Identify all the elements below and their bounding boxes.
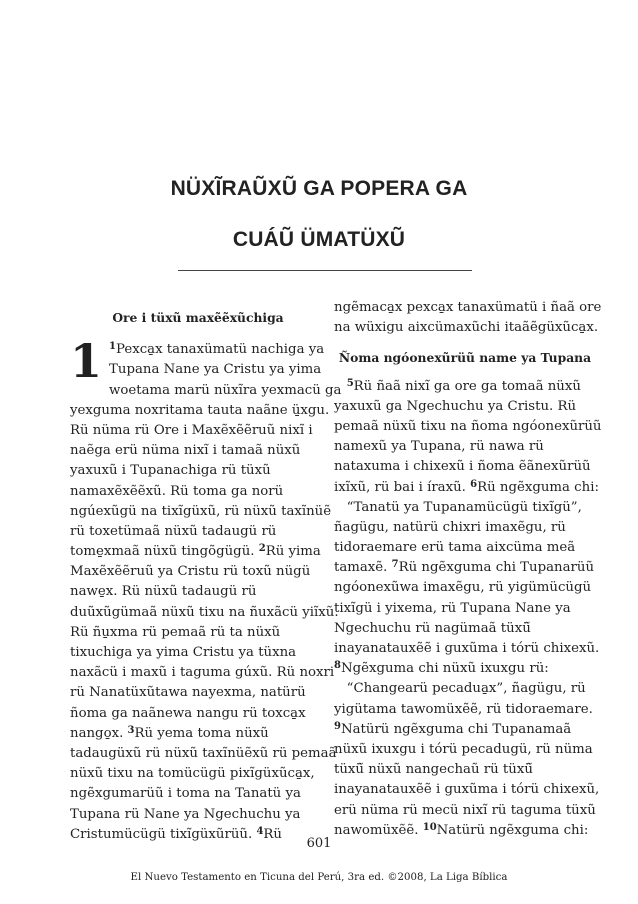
title-divider (178, 270, 472, 271)
left-line-19: tadaugüxũ rü nüxũ taxĩnüẽxũ rü pemaã (70, 745, 337, 761)
left-line-11: nawe̱x. Rü nüxũ tadaugü rü (70, 584, 257, 600)
right-line-8: ñagügu, natürü chixri imaxẽgu, rü (334, 519, 566, 535)
left-line-16: rü Nanatüxũtawa nayexma, natürü (70, 685, 306, 701)
section-heading-left: Ore i tüxũ maxẽẽxũchiga (112, 310, 284, 325)
left-line-21: ngẽxgumarüũ i toma na Tanatü ya (70, 786, 301, 802)
right-line-13: Ngechuchu rü nagümaã tüxü̃ (334, 620, 531, 636)
right-line-20: tüxü̃ nüxũ nangechaũ rü tüxü̃ (334, 762, 533, 778)
left-line-22: Tupana rü Nane ya Ngechuchu ya (70, 806, 301, 822)
page-number: 601 (306, 836, 332, 851)
right-line-17: yigütama tawomüxẽẽ, rü tidoraemare. (334, 701, 593, 717)
footer-copyright: El Nuevo Testamento en Ticuna del Perú, 3ra ed. ©2008, La Liga Bíblica (130, 872, 508, 883)
right-intro-line-1: ngẽmaca̱x pexca̱x tanaxümatü i ñaã ore (334, 300, 602, 315)
left-line-6: namaxẽxẽẽxũ. Rü toma ga norü (70, 483, 284, 499)
left-line-2: yexguma noxritama tauta naãne ü̱xgu. (70, 402, 330, 418)
right-line-6: ixĩxũ, rü bai i íraxũ. $^6$Rü ngẽxguma chi: (334, 478, 599, 495)
right-line-3: pemaã nüxũ tixu na ñoma ngóonexũrüũ (334, 418, 602, 434)
right-line-1: $^5$Rü ñaã nixĩ ga ore ga tomaã nüxũ (346, 377, 581, 394)
right-line-16: “Changearü pecadua̱x”, ñagügu, rü (334, 681, 586, 697)
left-line-7: ngúexũgü na tixĩgüxũ, rü nüxũ taxĩnüẽ (70, 503, 332, 519)
left-line-5: yaxuxũ i Tupanachiga rü tüxũ (70, 463, 271, 479)
left-line-9: tome̱xmaã nüxũ tingõgügü. $^2$Rü yima (70, 543, 321, 560)
right-line-2: yaxuxũ ga Ngechuchu ya Cristu. Rü (334, 398, 577, 414)
left-line-1: woetama marü nüxĩra yexmacü ga (109, 382, 342, 398)
right-intro-text (334, 298, 602, 338)
second-line: Tupana Nane ya Cristu ya yima (109, 362, 322, 378)
chapter-number: 1 (70, 334, 103, 389)
left-line-20: nüxũ tixu na tomücügü pixĩgüxũca̱x, (70, 766, 315, 782)
left-line-18: nango̱x. $^3$Rü yema toma nüxũ (70, 724, 269, 741)
verse-number: 1 (109, 341, 116, 353)
right-line-9: tidoraemare erü tama aixcüma meã (334, 540, 576, 556)
book-title-line-2: CUÁŨ ÜMATÜXŨ (232, 228, 406, 251)
right-line-12: tixĩgü i yixema, rü Tupana Nane ya (334, 600, 571, 616)
left-line-3: Rü nüma rü Ore i Maxẽxẽẽruũ nixĩ i (70, 422, 313, 438)
right-line-11: ngóonexũwa imaxẽgu, rü yigümücügü (334, 580, 592, 596)
left-line-13: Rü ñu̱xma rü pemaã rü ta nüxũ (70, 624, 281, 640)
right-line-21: inayanatauxẽẽ i guxũma i tórü chixexũ, (334, 782, 600, 798)
left-line-23: Cristumücügü tixĩgüxũrüũ. $^4$Rü (70, 825, 282, 842)
right-line-23: nawomüxẽẽ. $^{10}$Natürü ngẽxguma chi: (334, 821, 589, 838)
left-line-4: naẽga erü nüma nixĩ i tamaã nüxũ (70, 443, 301, 459)
book-title-line-1: NÜXĨRAŨXŨ GA POPERA GA (170, 177, 468, 200)
right-line-4: namexũ ya Tupana, rü nawa rü (334, 439, 544, 455)
left-line-15: naxãcü i maxũ i taguma gúxũ. Rü noxri (70, 665, 335, 681)
first-line-text: Pexca̱x tanaxümatü nachiga ya (115, 342, 325, 358)
right-line-14: inayanatauxẽẽ i guxũma i tórü chixexũ. (334, 641, 600, 657)
right-line-7: “Tanatü ya Tupanamücügü tixĩgü”, (334, 499, 582, 515)
first-line (70, 340, 326, 360)
right-line-18: $^9$Natürü ngẽxguma chi Tupanamaã (334, 720, 572, 737)
left-line-12: duũxũgümaã nüxũ tixu na ñuxãcü yiĩxũ. (70, 604, 339, 620)
right-line-10: tamaxẽ. $^7$Rü ngẽxguma chi Tupanarüũ (334, 559, 595, 576)
right-intro-line-2: na wüxigu aixcümaxũchi itaãẽgüxũca̱x. (334, 320, 599, 336)
section-heading-right: Ñoma ngóonexũrüũ name ya Tupana (338, 350, 592, 366)
left-line-10: Maxẽxẽẽruũ ya Cristu rü toxũ nügü (70, 564, 311, 580)
right-line-15: $^8$Ngẽxguma chi nüxũ ixuxgu rü: (334, 660, 549, 677)
left-line-8: rü toxetümaã nüxũ tadaugü rü (70, 523, 277, 539)
left-line-17: ñoma ga naãnewa nangu rü toxca̱x (70, 705, 306, 721)
right-body-text (334, 377, 602, 841)
right-column (334, 298, 602, 841)
right-line-19: nüxũ ixuxgu i tórü pecadugü, rü nüma (334, 741, 593, 757)
right-line-5: nataxuma i chixexũ i ñoma ẽãnexũrüũ (334, 459, 591, 475)
left-line-14: tixuchiga ya yima Cristu ya tüxna (70, 645, 297, 661)
right-line-22: erü nüma rü mecü nixĩ rü taguma tüxũ (334, 802, 596, 818)
